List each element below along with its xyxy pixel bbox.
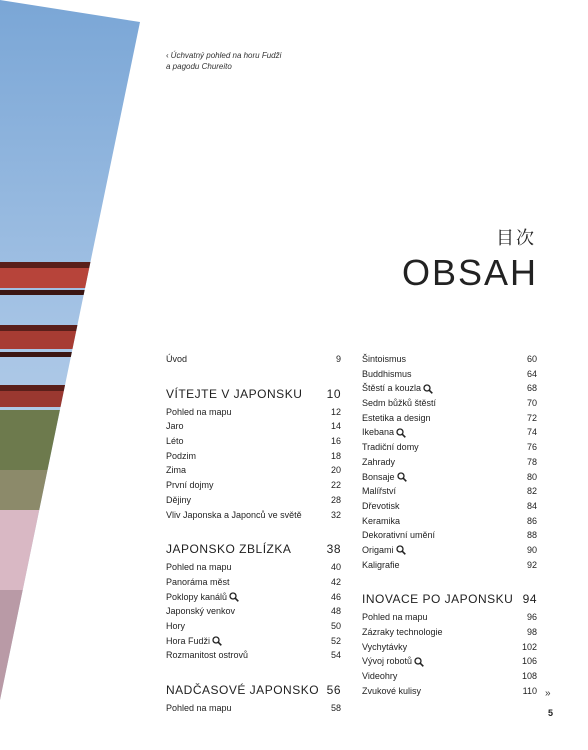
entry-label: Vliv Japonska a Japonců ve světě (166, 509, 302, 520)
entry-page: 92 (526, 559, 537, 570)
entry-page: 80 (526, 471, 537, 482)
entry-page: 16 (330, 436, 341, 447)
toc-entry[interactable] (166, 604, 341, 619)
magnifier-icon (423, 384, 433, 394)
toc-entry[interactable] (362, 440, 537, 455)
toc-entry[interactable] (362, 625, 537, 640)
page-title: OBSAH (401, 252, 538, 293)
entry-label: Zvukové kulisy (362, 685, 422, 696)
section-gap (362, 572, 537, 588)
magnifier-icon (397, 472, 407, 482)
entry-label: Dějiny (166, 494, 192, 505)
toc-left-column (166, 352, 341, 716)
toc-entry[interactable] (166, 634, 341, 649)
entry-label: Hora Fudži (166, 635, 211, 646)
entry-label: Ikebana (362, 427, 395, 438)
magnifier-icon (396, 428, 406, 438)
toc-entry[interactable] (166, 560, 341, 575)
entry-page: 88 (526, 530, 537, 541)
toc-entry[interactable] (166, 590, 341, 605)
toc-entry[interactable] (166, 352, 341, 367)
entry-page: 106 (521, 656, 537, 667)
entry-label: Vývoj robotů (362, 656, 413, 667)
entry-label: Sedm bůžků štěstí (362, 398, 437, 409)
photo-caption: ‹ Úchvatný pohled na horu Fudži a pagodu Chureito (166, 51, 282, 71)
section-gap (166, 367, 341, 383)
entry-page: 72 (526, 412, 537, 423)
chevron-left-icon: ‹ (166, 51, 169, 60)
entry-label: Podzim (166, 450, 197, 461)
entry-label: Hory (166, 620, 186, 631)
entry-label: Origami (362, 544, 394, 555)
entry-label: Zázraky technologie (362, 627, 443, 637)
toc-entry[interactable] (166, 575, 341, 590)
toc-entry[interactable] (362, 514, 537, 529)
toc-entry[interactable] (362, 528, 537, 543)
entry-page: 50 (330, 620, 341, 631)
entry-label: Dřevotisk (362, 500, 400, 511)
entry-label: Estetika a design (362, 412, 431, 423)
entry-page: 98 (526, 627, 537, 637)
toc-entry[interactable] (362, 352, 537, 367)
entry-label: Rozmanitost ostrovů (166, 650, 249, 661)
entry-label: Bonsaje (362, 471, 395, 482)
entry-label: Pohled na mapu (166, 703, 232, 713)
entry-label: Malířství (362, 486, 397, 497)
toc-entry[interactable] (362, 367, 537, 382)
entry-label: Pohled na mapu (166, 406, 232, 417)
toc-right-column (362, 352, 537, 698)
entry-page: 70 (526, 398, 537, 409)
toc-section-heading[interactable] (166, 383, 341, 405)
toc-entry[interactable] (362, 455, 537, 470)
toc-entry[interactable] (362, 484, 537, 499)
entry-page: 9 (335, 354, 341, 364)
toc-entry[interactable] (166, 493, 341, 508)
toc-entry[interactable] (166, 701, 341, 716)
magnifier-icon (396, 545, 406, 555)
entry-label: Kaligrafie (362, 559, 400, 570)
entry-page: 14 (330, 421, 341, 432)
toc-entry[interactable] (362, 558, 537, 573)
toc-entry[interactable] (166, 508, 341, 523)
entry-label: Keramika (362, 515, 401, 526)
entry-label: Léto (166, 436, 184, 447)
entry-page: 60 (526, 354, 537, 364)
entry-page: 86 (526, 515, 537, 526)
toc-entry[interactable] (166, 449, 341, 464)
entry-label: Videohry (362, 671, 398, 682)
toc-entry[interactable] (362, 654, 537, 669)
toc-entry[interactable] (166, 648, 341, 663)
entry-page: 64 (526, 368, 537, 379)
entry-page: 78 (526, 456, 537, 467)
toc-entry[interactable] (166, 419, 341, 434)
entry-page: 18 (330, 450, 341, 461)
photo-fuji-pagoda (0, 0, 160, 710)
section-gap (166, 522, 341, 538)
entry-label: Úvod (166, 354, 188, 364)
toc-entry[interactable] (166, 478, 341, 493)
section-page: 38 (326, 542, 341, 557)
section-label: JAPONSKO ZBLÍZKA (166, 542, 292, 557)
entry-page: 68 (526, 383, 537, 394)
entry-page: 76 (526, 442, 537, 453)
magnifier-icon (212, 636, 222, 646)
entry-label: Japonský venkov (166, 606, 236, 617)
entry-page: 28 (330, 494, 341, 505)
entry-page: 20 (330, 465, 341, 476)
magnifier-icon (414, 657, 424, 667)
entry-page: 12 (330, 406, 341, 417)
entry-label: Tradiční domy (362, 442, 419, 453)
entry-label: Panoráma měst (166, 576, 230, 587)
toc-entry[interactable] (362, 543, 537, 558)
entry-page: 52 (330, 635, 341, 646)
section-label: VÍTEJTE V JAPONSKU (166, 386, 303, 401)
section-page: 10 (326, 386, 341, 401)
entry-label: Štěstí a kouzla (362, 383, 422, 394)
toc-entry[interactable] (166, 434, 341, 449)
toc-section-heading[interactable] (166, 679, 341, 701)
entry-page: 84 (526, 500, 537, 511)
entry-page: 46 (330, 591, 341, 602)
toc-entry[interactable] (166, 463, 341, 478)
toc-section-heading[interactable] (362, 588, 537, 610)
entry-label: Pohled na mapu (166, 562, 232, 573)
toc-entry[interactable] (166, 405, 341, 420)
entry-page: 22 (330, 480, 341, 491)
toc-entry[interactable] (362, 470, 537, 485)
entry-page: 40 (330, 562, 341, 573)
entry-page: 102 (521, 641, 537, 652)
section-page: 56 (326, 683, 341, 697)
entry-label: Dekorativní umění (362, 530, 436, 541)
entry-page: 54 (330, 650, 341, 661)
entry-page: 96 (526, 612, 537, 623)
toc-entry[interactable] (166, 619, 341, 634)
page-number: 5 (548, 708, 554, 718)
toc-entry[interactable] (362, 396, 537, 411)
toc-entry[interactable] (362, 411, 537, 426)
entry-page: 74 (526, 427, 537, 438)
entry-label: Buddhismus (362, 368, 412, 379)
entry-page: 48 (330, 606, 341, 617)
toc-entry[interactable] (362, 669, 537, 684)
entry-label: První dojmy (166, 480, 214, 491)
entry-page: 110 (522, 685, 537, 696)
entry-label: Vychytávky (362, 641, 408, 652)
toc-section-heading[interactable] (166, 538, 341, 560)
entry-label: Šintoismus (362, 354, 407, 364)
entry-label: Poklopy kanálů (166, 591, 228, 602)
entry-page: 58 (330, 703, 341, 713)
entry-label: Pohled na mapu (362, 612, 428, 623)
toc-entry[interactable] (362, 425, 537, 440)
entry-page: 42 (330, 576, 341, 587)
entry-label: Zahrady (362, 456, 396, 467)
toc-entry[interactable] (362, 610, 537, 625)
toc-entry[interactable] (362, 640, 537, 655)
entry-page: 90 (526, 544, 537, 555)
toc-entry[interactable] (362, 381, 537, 396)
toc-entry[interactable] (362, 684, 537, 699)
entry-label: Zima (166, 465, 186, 476)
section-gap (166, 663, 341, 679)
entry-page: 82 (526, 486, 537, 497)
toc-entry[interactable] (362, 499, 537, 514)
entry-label: Jaro (166, 421, 184, 432)
section-label: NADČASOVÉ JAPONSKO (166, 683, 320, 697)
kanji-heading: 目次 (496, 228, 536, 249)
section-label: INOVACE PO JAPONSKU (362, 592, 514, 607)
section-page: 94 (522, 592, 537, 607)
magnifier-icon (229, 592, 239, 602)
entry-page: 108 (521, 671, 537, 682)
double-chevron-right-icon[interactable]: » (545, 688, 551, 699)
entry-page: 32 (330, 509, 341, 520)
